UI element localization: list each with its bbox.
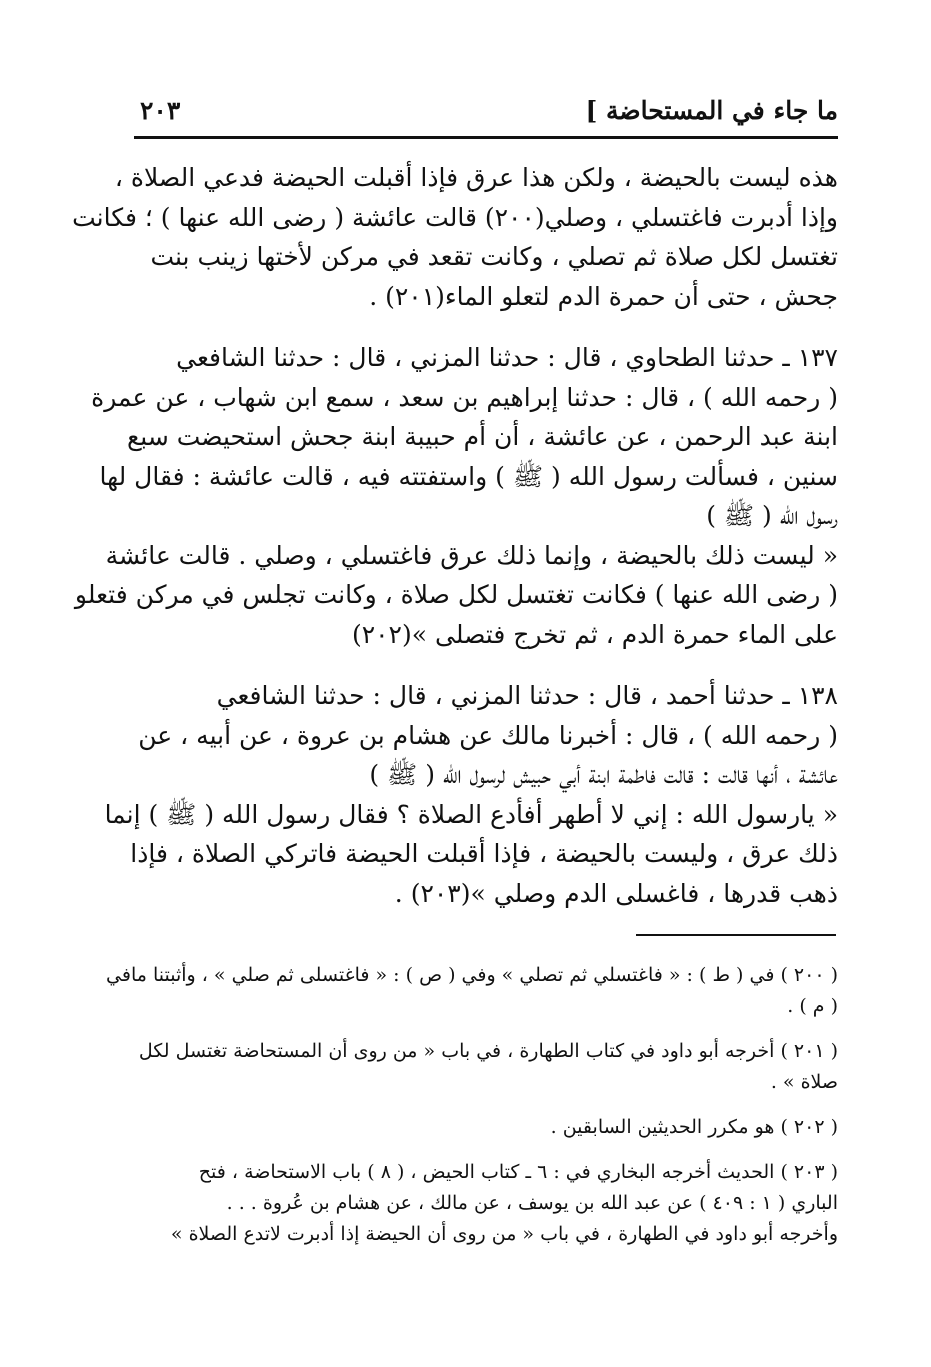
footnote-line: ( ٢٠٣ ) الحديث أخرجه البخاري في : ٦ ـ كتاب الحيض ، ( ٨ ) باب الاستحاضة ، فتح — [198, 1161, 838, 1183]
page-header — [140, 86, 838, 130]
text-line: ( رضى الله عنها ) فكانت تغتسل لكل صلاة ، وكانت تجلس في مركن فتعلو — [74, 580, 838, 609]
text-line: تغتسل لكل صلاة ثم تصلي ، وكانت تقعد في مركن لأختها زينب بنت — [150, 242, 838, 271]
text-line: ( رحمه الله ) ، قال : حدثنا إبراهيم بن سعد ، سمع ابن شهاب ، عن عمرة — [91, 382, 838, 412]
running-title: ما جاء في المستحاضة ] — [585, 96, 838, 125]
text-line: ١٣٨ ـ حدثنا أحمد ، قال : حدثنا المزني ، قال : حدثنا الشافعي — [216, 681, 838, 710]
paragraph-gap — [134, 316, 838, 338]
header-rule — [134, 136, 838, 139]
paragraph-gap — [134, 1143, 838, 1157]
footnote-line: ( ٢٠١ ) أخرجه أبو داود في كتاب الطهارة ، في باب « من روى أن المستحاضة تغتسل لكل — [138, 1040, 838, 1062]
footnote-line: صلاة » . — [770, 1071, 838, 1093]
text-line: جحش ، حتى أن حمرة الدم لتعلو الماء(٢٠١) . — [369, 281, 838, 311]
main-text — [72, 158, 838, 913]
text-line: رسول الله ( ﷺ ) — [706, 501, 838, 530]
text-line: ( رحمه الله ) ، قال : أخبرنا مالك عن هشام بن عروة ، عن أبيه ، عن — [138, 720, 838, 750]
text-line: ذلك عرق ، وليست بالحيضة ، فإذا أقبلت الحيضة فاتركي الصلاة ، فإذا — [130, 839, 838, 868]
footnote-separator — [636, 934, 836, 936]
paragraph-gap — [134, 654, 838, 676]
footnotes — [106, 960, 838, 1250]
footnote-line: ( م ) . — [787, 995, 838, 1017]
text-line: « يارسول الله : إني لا أطهر أفأدع الصلاة ؟ فقال رسول الله ( ﷺ ) إنما — [104, 799, 838, 829]
text-line: عائشة ، أنها قالت : قالت فاطمة ابنة أبي حبيش لرسول الله ( ﷺ ) — [369, 760, 838, 789]
footnote-line: الباري ( ١ : ٤٠٩ ) عن عبد الله بن يوسف ، عن مالك ، عن هشام بن عُروة . . . — [226, 1192, 838, 1214]
footnote-line: ( ٢٠٢ ) هو مكرر الحديثين السابقين . — [550, 1116, 838, 1138]
text-line: ابنة عبد الرحمن ، عن عائشة ، أن أم حبيبة ابنة جحش استحيضت سبع — [127, 422, 838, 451]
paragraph-gap — [134, 1098, 838, 1112]
footnote-line: ( ٢٠٠ ) في ( ط ) : « فاغتسلي ثم تصلي » وفي ( ص ) : « فاغتسلى ثم صلي » ، وأثبتنا مافي — [106, 964, 838, 986]
text-line: « ليست ذلك بالحيضة ، وإنما ذلك عرق فاغتسلي ، وصلي . قالت عائشة — [105, 540, 838, 570]
text-line: ذهب قدرها ، فاغسلى الدم وصلي »(٢٠٣) . — [394, 878, 838, 908]
paragraph-gap — [134, 1022, 838, 1036]
text-line: سنين ، فسألت رسول الله ( ﷺ ) واستفتته فيه ، قالت عائشة : فقال لها — [99, 461, 838, 491]
text-line: ١٣٧ ـ حدثنا الطحاوي ، قال : حدثنا المزني ، قال : حدثنا الشافعي — [176, 343, 838, 372]
text-line: على الماء حمرة الدم ، ثم تخرج فتصلى »(٢٠٢) — [351, 619, 838, 649]
text-line: هذه ليست بالحيضة ، ولكن هذا عرق فإذا أقبلت الحيضة فدعي الصلاة ، — [114, 163, 838, 192]
footnote-line: وأخرجه أبو داود في الطهارة ، في باب « من روى أن الحيضة إذا أدبرت لاتدع الصلاة » — [170, 1223, 838, 1245]
text-line: وإذا أدبرت فاغتسلي ، وصلي(٢٠٠) قالت عائشة ( رضى الله عنها ) ؛ فكانت — [72, 202, 838, 232]
page-number: ٢٠٣ — [140, 96, 181, 125]
